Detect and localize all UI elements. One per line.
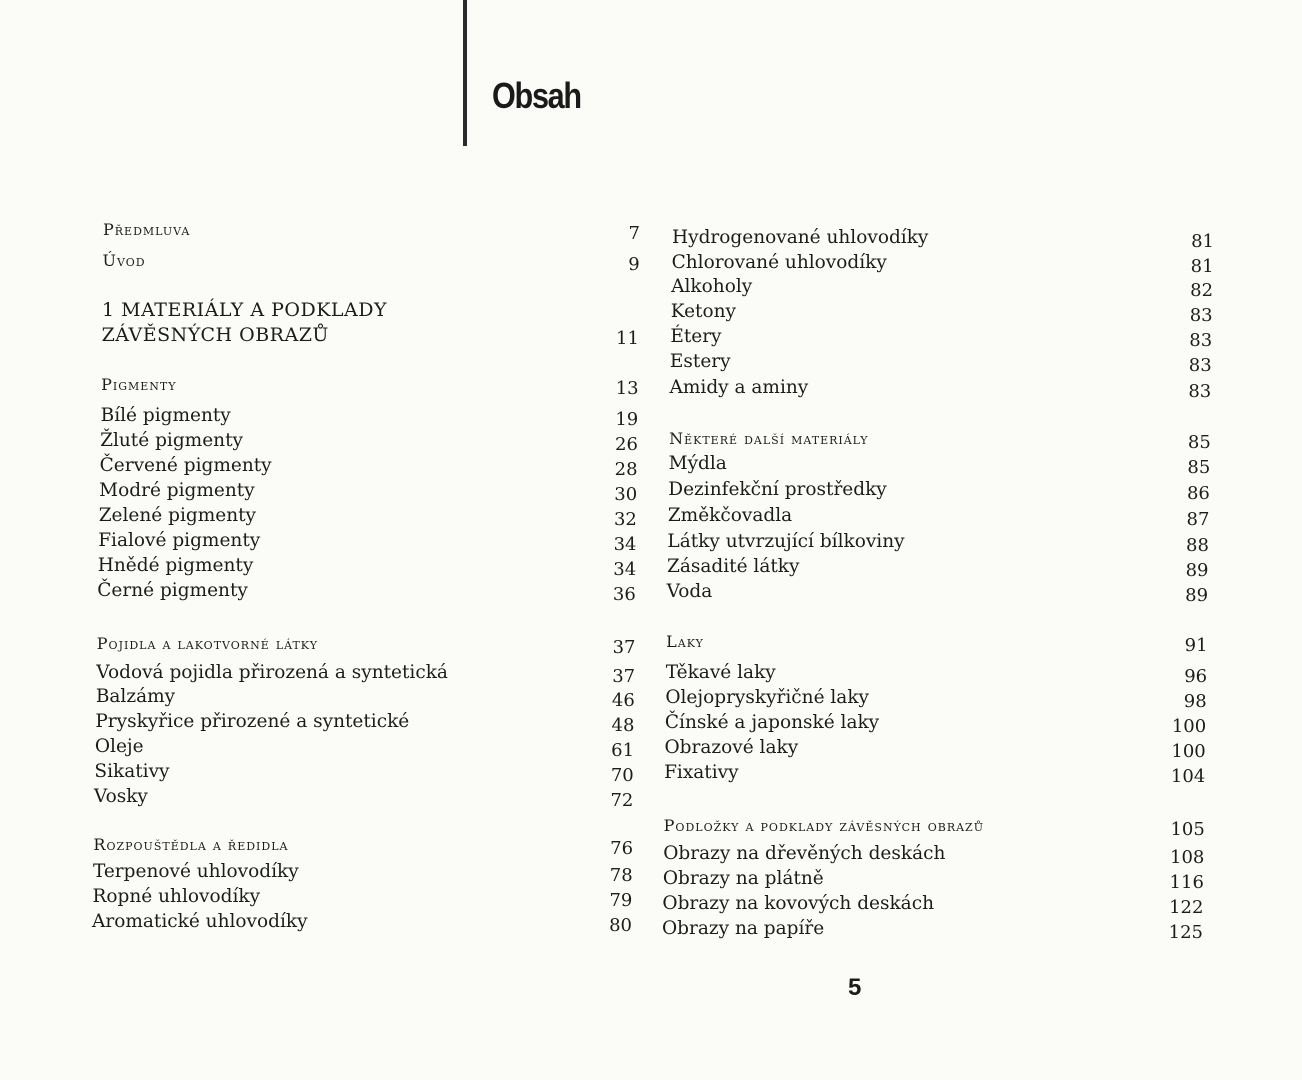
entry-label: Červené pigmenty [99,455,272,476]
entry-page-number: 46 [611,690,635,711]
entry-page-number: 34 [613,534,637,555]
entry-label: Těkavé laky [665,662,776,683]
entry-page-number: 11 [616,328,639,349]
entry-label: Alkoholy [671,276,753,297]
entry-page-number: 72 [610,790,634,811]
entry-page-number: 9 [628,254,640,275]
entry-page-number: 82 [1190,280,1214,301]
section-heading: Úvod [102,251,146,270]
entry-label: Pryskyřice přirozené a syntetické [95,711,410,732]
entry-label: Mýdla [668,453,727,474]
entry-label: Látky utvrzující bílkoviny [667,531,905,552]
entry-page-number: 89 [1185,560,1209,581]
entry-page-number: 48 [611,715,635,736]
entry-page-number: 88 [1186,535,1209,556]
entry-page-number: 85 [1187,457,1211,478]
entry-page-number: 125 [1168,922,1203,943]
part-heading: 1 MATERIÁLY A PODKLADY [102,299,388,321]
entry-page-number: 100 [1171,716,1207,737]
entry-label: Ropné uhlovodíky [92,886,261,907]
entry-page-number: 104 [1170,766,1206,787]
entry-page-number: 83 [1189,305,1213,326]
entry-page-number: 78 [609,865,633,886]
entry-page-number: 13 [615,378,639,399]
entry-page-number: 26 [615,434,638,455]
entry-page-number: 19 [615,409,639,430]
entry-page-number: 61 [611,740,635,761]
entry-page-number: 91 [1184,635,1208,656]
entry-label: Zelené pigmenty [98,505,256,526]
part-heading: ZÁVĚSNÝCH OBRAZŮ [101,324,329,346]
entry-page-number: 80 [609,915,632,936]
section-heading: Rozpouštědla a ředidla [93,835,289,854]
page-title: Obsah [492,75,581,116]
entry-label: Obrazy na dřevěných deskách [663,843,946,864]
section-heading: Předmluva [103,220,191,239]
entry-label: Fialové pigmenty [98,530,261,551]
section-heading: Pigmenty [101,375,177,394]
entry-page-number: 96 [1184,666,1208,687]
entry-page-number: 70 [610,765,634,786]
entry-page-number: 36 [612,584,636,605]
entry-label: Čínské a japonské laky [664,712,880,733]
entry-label: Bílé pigmenty [100,405,231,426]
entry-page-number: 28 [614,459,638,480]
entry-label: Obrazy na kovových deskách [662,893,934,914]
entry-page-number: 81 [1191,231,1214,252]
entry-page-number: 32 [613,509,637,530]
entry-page-number: 100 [1171,741,1206,762]
entry-label: Hnědé pigmenty [97,555,254,576]
entry-label: Olejopryskyřičné laky [665,687,869,708]
entry-page-number: 83 [1188,381,1212,402]
entry-label: Obrazy na papíře [662,918,825,939]
entry-label: Zásadité látky [667,556,800,577]
entry-page-number: 83 [1188,355,1212,376]
entry-page-number: 81 [1190,256,1214,277]
entry-label: Étery [670,326,722,347]
entry-label: Amidy a aminy [669,377,809,398]
entry-page-number: 98 [1183,691,1207,712]
entry-label: Terpenové uhlovodíky [92,861,299,882]
entry-label: Voda [666,581,713,602]
entry-page-number: 122 [1169,897,1204,918]
entry-label: Obrazy na plátně [662,868,824,889]
entry-page-number: 108 [1170,847,1205,868]
entry-page-number: 30 [614,484,638,505]
entry-label: Sikativy [94,761,170,782]
entry-page-number: 83 [1189,330,1213,351]
entry-label: Hydrogenované uhlovodíky [672,227,929,248]
entry-page-number: 86 [1186,483,1210,504]
entry-label: Černé pigmenty [97,580,248,601]
entry-label: Fixativy [664,762,739,783]
entry-label: Chlorované uhlovodíky [671,252,887,273]
section-heading: Laky [666,632,704,651]
entry-page-number: 116 [1169,872,1204,893]
section-heading: Některé další materiály [669,429,869,448]
entry-page-number: 37 [612,637,636,658]
page-number: 5 [848,974,862,1001]
entry-page-number: 87 [1186,509,1210,530]
entry-page-number: 89 [1185,585,1209,606]
entry-label: Dezinfekční prostředky [668,479,887,500]
entry-label: Vodová pojidla přirozená a syntetická [96,662,448,683]
entry-label: Změkčovadla [667,505,793,526]
entry-label: Žluté pigmenty [100,430,243,451]
entry-label: Aromatické uhlovodíky [92,911,308,932]
entry-page-number: 7 [628,223,640,244]
section-heading: Pojidla a lakotvorné látky [96,634,318,653]
section-heading: Podložky a podklady závěsných obrazů [663,816,984,835]
entry-label: Modré pigmenty [99,480,255,501]
entry-page-number: 105 [1170,819,1205,840]
entry-label: Obrazové laky [664,737,799,758]
entry-page-number: 34 [613,559,637,580]
entry-label: Balzámy [95,686,176,707]
entry-label: Estery [669,351,731,372]
entry-page-number: 79 [609,890,633,911]
vertical-rule [463,0,467,146]
entry-label: Oleje [94,736,144,757]
entry-label: Vosky [93,786,148,807]
entry-label: Ketony [670,301,736,322]
entry-page-number: 85 [1187,432,1211,453]
entry-page-number: 37 [612,666,636,687]
entry-page-number: 76 [610,838,634,859]
